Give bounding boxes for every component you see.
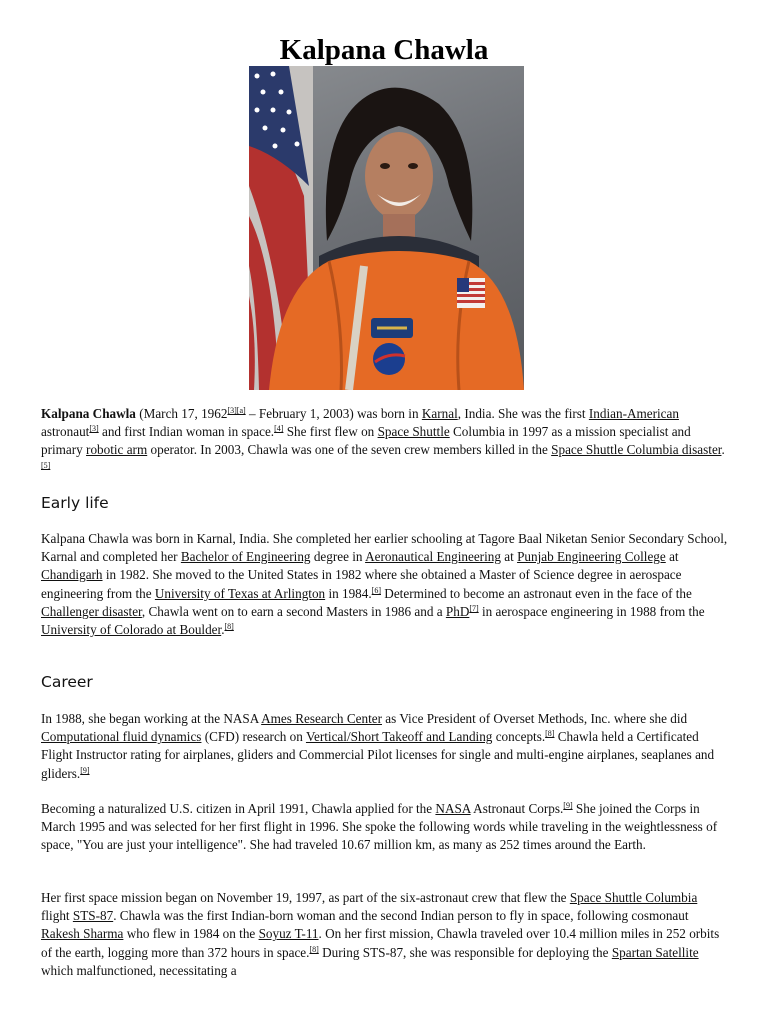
link-university-colorado-boulder[interactable]: University of Colorado at Boulder bbox=[41, 622, 222, 638]
link-space-shuttle[interactable]: Space Shuttle bbox=[377, 424, 450, 440]
link-ames-research-center[interactable]: Ames Research Center bbox=[261, 711, 382, 726]
link-rakesh-sharma[interactable]: Rakesh Sharma bbox=[41, 926, 124, 942]
astronaut-portrait-icon bbox=[249, 66, 524, 390]
link-soyuz-t-11[interactable]: Soyuz T-11 bbox=[258, 926, 319, 942]
intro-paragraph: Kalpana Chawla (March 17, 1962[3][a] – February 1, 2003) was born in Karnal, India. She was the first Indian-American astronaut[3] and first Indian woman in space.[4] She first flew on Space Shuttle Columbia in 1997 as a mission specialist and primary robotic arm operator. In 2003, Chawla was one of the seven crew members killed in the Space Shuttle Columbia disaster.[5] bbox=[41, 406, 725, 470]
link-aeronautical-engineering[interactable]: Aeronautical Engineering bbox=[365, 549, 501, 565]
link-karnal[interactable]: Karnal bbox=[421, 406, 458, 421]
subject-name: Kalpana Chawla bbox=[41, 406, 136, 421]
career-paragraph-2: Becoming a naturalized U.S. citizen in April 1991, Chawla applied for the NASA Astronaut Corps.[9] She joined the Corps in March 1995 and was selected for her first flight in 1996. She spoke the following words while traveling in the weightlessness of space, "You are just your intelligence". She had traveled 10.67 million km, as many as 252 times around the Earth. bbox=[41, 801, 718, 853]
citation-link[interactable]: [3][a] bbox=[227, 406, 246, 415]
citation-link[interactable]: [6] bbox=[371, 585, 381, 595]
page-title: Kalpana Chawla bbox=[279, 34, 489, 66]
citation-link[interactable]: [9] bbox=[80, 765, 90, 775]
heading-early-life: Early life bbox=[41, 494, 109, 512]
link-uta[interactable]: University of Texas at Arlington bbox=[154, 585, 326, 601]
link-spartan-satellite[interactable]: Spartan Satellite bbox=[611, 944, 699, 960]
early-life-paragraph: Kalpana Chawla was born in Karnal, India. She completed her earlier schooling at Tagore Baal Niketan Senior Secondary School, Karnal and completed her Bachelor of Engineering degree in Aeronautical Engineering at Punjab Engineering College at Chandigarh in 1982. She moved to the United States in 1982 where she obtained a Master of Science degree in aerospace engineering from the University of Texas at Arlington in 1984.[6] Determined to become an astronaut even in the face of the Challenger disaster, Chawla went on to earn a second Masters in 1986 and a PhD[7] in aerospace engineering in 1988 from the University of Colorado at Boulder.[8] bbox=[41, 531, 728, 638]
citation-link[interactable]: [9] bbox=[563, 801, 573, 810]
link-challenger-disaster[interactable]: Challenger disaster bbox=[41, 603, 142, 619]
career-paragraph-3: Her first space mission began on November 19, 1997, as part of the six-astronaut crew that flew the Space Shuttle Columbia flight STS-87. Chawla was the first Indian-born woman and the second Indian person to fly in space, following cosmonaut Rakesh Sharma who flew in 1984 on the Soyuz T-11. On her first mission, Chawla traveled over 10.4 million miles in 252 orbits of the earth, logging more than 372 hours in space.[8] During STS-87, she was responsible for deploying the Spartan Satellite which malfunctioned, necessitating a bbox=[41, 890, 720, 978]
link-sts-87[interactable]: STS-87 bbox=[72, 908, 114, 924]
citation-link[interactable]: [8] bbox=[545, 729, 555, 739]
heading-career: Career bbox=[41, 673, 93, 691]
link-vstol[interactable]: Vertical/Short Takeoff and Landing bbox=[305, 729, 493, 745]
citation-link[interactable]: [5] bbox=[41, 460, 51, 470]
citation-link[interactable]: [8] bbox=[224, 622, 234, 632]
link-chandigarh[interactable]: Chandigarh bbox=[41, 567, 103, 583]
link-bachelor-engineering[interactable]: Bachelor of Engineering bbox=[180, 549, 311, 565]
citation-link[interactable]: [4] bbox=[274, 424, 284, 434]
link-columbia-disaster[interactable]: Space Shuttle Columbia disaster bbox=[551, 442, 722, 458]
link-nasa[interactable]: NASA bbox=[435, 801, 471, 816]
portrait-image bbox=[249, 66, 524, 390]
citation-link[interactable]: [7] bbox=[469, 603, 479, 613]
link-space-shuttle-columbia[interactable]: Space Shuttle Columbia bbox=[569, 890, 698, 905]
link-computational-fluid-dynamics[interactable]: Computational fluid dynamics bbox=[41, 729, 202, 745]
link-punjab-engineering-college[interactable]: Punjab Engineering College bbox=[517, 549, 666, 565]
citation-link[interactable]: [3] bbox=[89, 424, 99, 434]
link-indian-american[interactable]: Indian-American bbox=[588, 406, 679, 421]
career-paragraph-1: In 1988, she began working at the NASA Ames Research Center as Vice President of Overset Methods, Inc. where she did Computational fluid dynamics (CFD) research on Vertical/Short Takeoff and Landing concepts.[8] Chawla held a Certificated Flight Instructor rating for airplanes, gliders and Commercial Pilot licenses for single and multi-engine airplanes, seaplanes and gliders.[9] bbox=[41, 711, 715, 781]
citation-link[interactable]: [8] bbox=[309, 944, 319, 954]
link-robotic-arm[interactable]: robotic arm bbox=[86, 442, 148, 458]
link-phd[interactable]: PhD bbox=[445, 603, 470, 619]
